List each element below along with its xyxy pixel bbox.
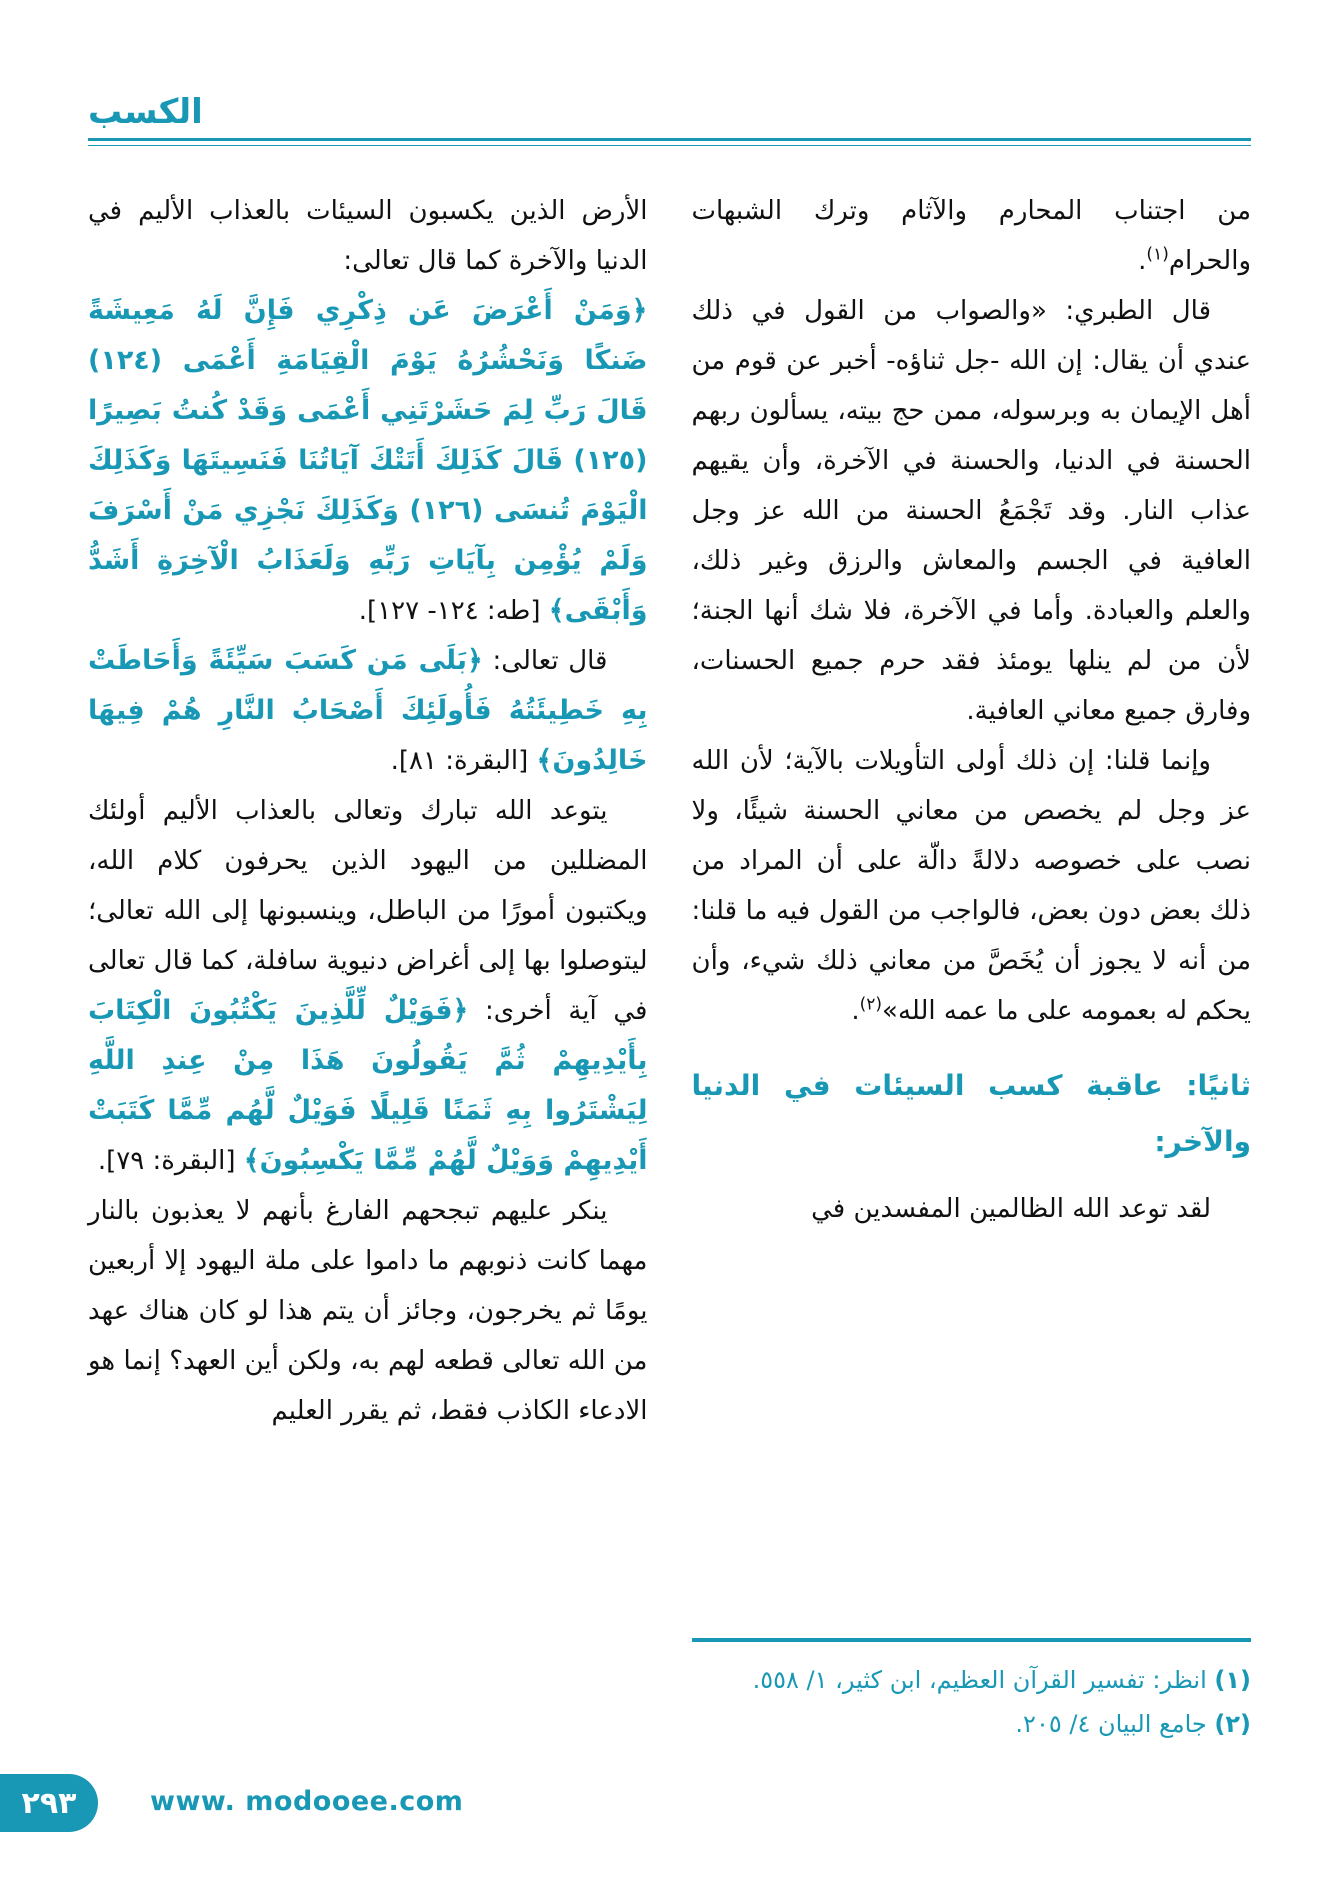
footnote-marker: (٢) [1214, 1710, 1251, 1738]
body-text: من اجتناب المحارم والآثام وترك الشبهات والحرام [691, 196, 1251, 276]
body-text: لقد توعد الله الظالمين المفسدين في [811, 1194, 1211, 1224]
quran-verse: ﴿وَمَنْ أَعْرَضَ عَن ذِكْرِي فَإِنَّ لَهُ مَعِيشَةً ضَنكًا وَنَحْشُرُهُ يَوْمَ الْقِيَامَةِ أَعْمَى (١٢٤) قَالَ رَبِّ لِمَ حَشَرْتَنِي أَعْمَى وَقَدْ كُنتُ بَصِيرًا (١٢٥) قَالَ كَذَلِكَ أَتَتْكَ آيَاتُنَا فَنَسِيتَهَا وَكَذَلِكَ الْيَوْمَ تُنسَى (١٢٦) وَكَذَلِكَ نَجْزِي مَنْ أَسْرَفَ وَلَمْ يُؤْمِن بِآيَاتِ رَبِّهِ وَلَعَذَابُ الْآخِرَةِ أَشَدُّ وَأَبْقَى﴾ [88, 295, 648, 626]
paragraph-baqarah-79 [88, 786, 648, 1186]
quran-verse: ﴿فَوَيْلٌ لِّلَّذِينَ يَكْتُبُونَ الْكِتَابَ بِأَيْدِيهِمْ ثُمَّ يَقُولُونَ هَذَا مِنْ عِندِ اللَّهِ لِيَشْتَرُوا بِهِ ثَمَنًا قَلِيلًا فَوَيْلٌ لَّهُم مِّمَّا كَتَبَتْ أَيْدِيهِمْ وَوَيْلٌ لَّهُمْ مِّمَّا يَكْسِبُونَ﴾ [88, 995, 648, 1176]
paragraph-tabari-conclusion [692, 736, 1252, 1036]
footnote-item [692, 1658, 1252, 1702]
website-text: www. modooee.com [150, 1786, 464, 1817]
body-text: قال تعالى: [482, 646, 608, 676]
quran-block-taha [88, 286, 648, 636]
column-right [692, 186, 1252, 1746]
paragraph-continuation [692, 186, 1252, 286]
footnote-marker: (١) [1214, 1666, 1251, 1694]
body-text: ينكر عليهم تبجحهم الفارغ بأنهم لا يعذبون بالنار مهما كانت ذنوبهم ما داموا على ملة اليهود إلا أربعين يومًا ثم يخرجون، وجائز أن يتم هذا لو كان هناك عهد من الله تعالى قطعه لهم به، ولكن أين العهد؟ إنما هو الادعاء الكاذب فقط، ثم يقرر العليم [88, 1196, 648, 1426]
header-rule [88, 138, 1251, 146]
column-left [88, 186, 648, 1746]
footnote-separator [692, 1638, 1252, 1642]
body-text: الأرض الذين يكسبون السيئات بالعذاب الأليم في الدنيا والآخرة كما قال تعالى: [88, 196, 648, 276]
verse-reference: [البقرة: ٨١]. [390, 746, 537, 776]
body-text: يتوعد الله تبارك وتعالى بالعذاب الأليم أولئك المضللين من اليهود الذين يحرفون كلام الله، ويكتبون أمورًا من الباطل، وينسبونها إلى الله تعالى؛ ليتوصلوا بها إلى أغراض دنيوية سافلة، كما قال تعالى في آية أخرى: [88, 796, 648, 1026]
page-number-tab: ٢٩٣ [0, 1774, 98, 1832]
footnotes-block [692, 1628, 1252, 1746]
footnote-text: انظر: تفسير القرآن العظيم، ابن كثير، ١/ ٥٥٨. [752, 1666, 1207, 1694]
page-footer [0, 1774, 1339, 1834]
paragraph-commentary [88, 1186, 648, 1436]
paragraph-section-opening [692, 1184, 1252, 1234]
section-heading: ثانيًا: عاقبة كسب السيئات في الدنيا والآخر: [691, 1069, 1251, 1158]
footnote-ref-1: (١) [1146, 244, 1169, 265]
footnote-item [692, 1702, 1252, 1746]
body-text: قال الطبري: «والصواب من القول في ذلك عندي أن يقال: إن الله -جل ثناؤه- أخبر عن قوم من أهل الإيمان به وبرسوله، ممن حج بيته، يسألون ربهم الحسنة في الدنيا، والحسنة في الآخرة، وأن يقيهم عذاب النار. وقد تَجْمَعُ الحسنة من الله عز وجل العافية في الجسم والمعاش والرزق وغير ذلك، والعلم والعبادة. وأما في الآخرة، فلا شك أنها الجنة؛ لأن من لم ينلها يومئذ فقد حرم جميع الحسنات، وفارق جميع معاني العافية. [691, 296, 1251, 726]
footnote-text: جامع البيان ٤/ ٢٠٥. [1015, 1710, 1207, 1738]
paragraph-tabari-quote [692, 286, 1252, 736]
body-text: . [1138, 246, 1147, 276]
page-title: الكسب [88, 92, 203, 132]
footnote-ref-2: (٢) [859, 994, 883, 1015]
body-text: . [851, 996, 860, 1026]
paragraph-continuation [88, 186, 648, 286]
text-columns [88, 186, 1251, 1746]
page-header [88, 92, 1251, 146]
verse-reference: [طه: ١٢٤- ١٢٧]. [358, 596, 541, 626]
verse-reference: [البقرة: ٧٩]. [97, 1146, 244, 1176]
body-text: وإنما قلنا: إن ذلك أولى التأويلات بالآية؛ لأن الله عز وجل لم يخصص من معاني الحسنة شيئًا، ولا نصب على خصوصه دلالةً دالّة على أن المراد من ذلك بعض دون بعض، فالواجب من القول فيه ما قلنا: من أنه لا يجوز أن يُخَصَّ من معاني ذلك شيء، وأن يحكم له بعمومه على ما عمه الله» [691, 746, 1251, 1026]
paragraph-baqarah-81 [88, 636, 648, 786]
quran-verse: ﴿بَلَى مَن كَسَبَ سَيِّئَةً وَأَحَاطَتْ بِهِ خَطِيئَتُهُ فَأُولَئِكَ أَصْحَابُ النَّارِ هُمْ فِيهَا خَالِدُونَ﴾ [88, 645, 648, 776]
